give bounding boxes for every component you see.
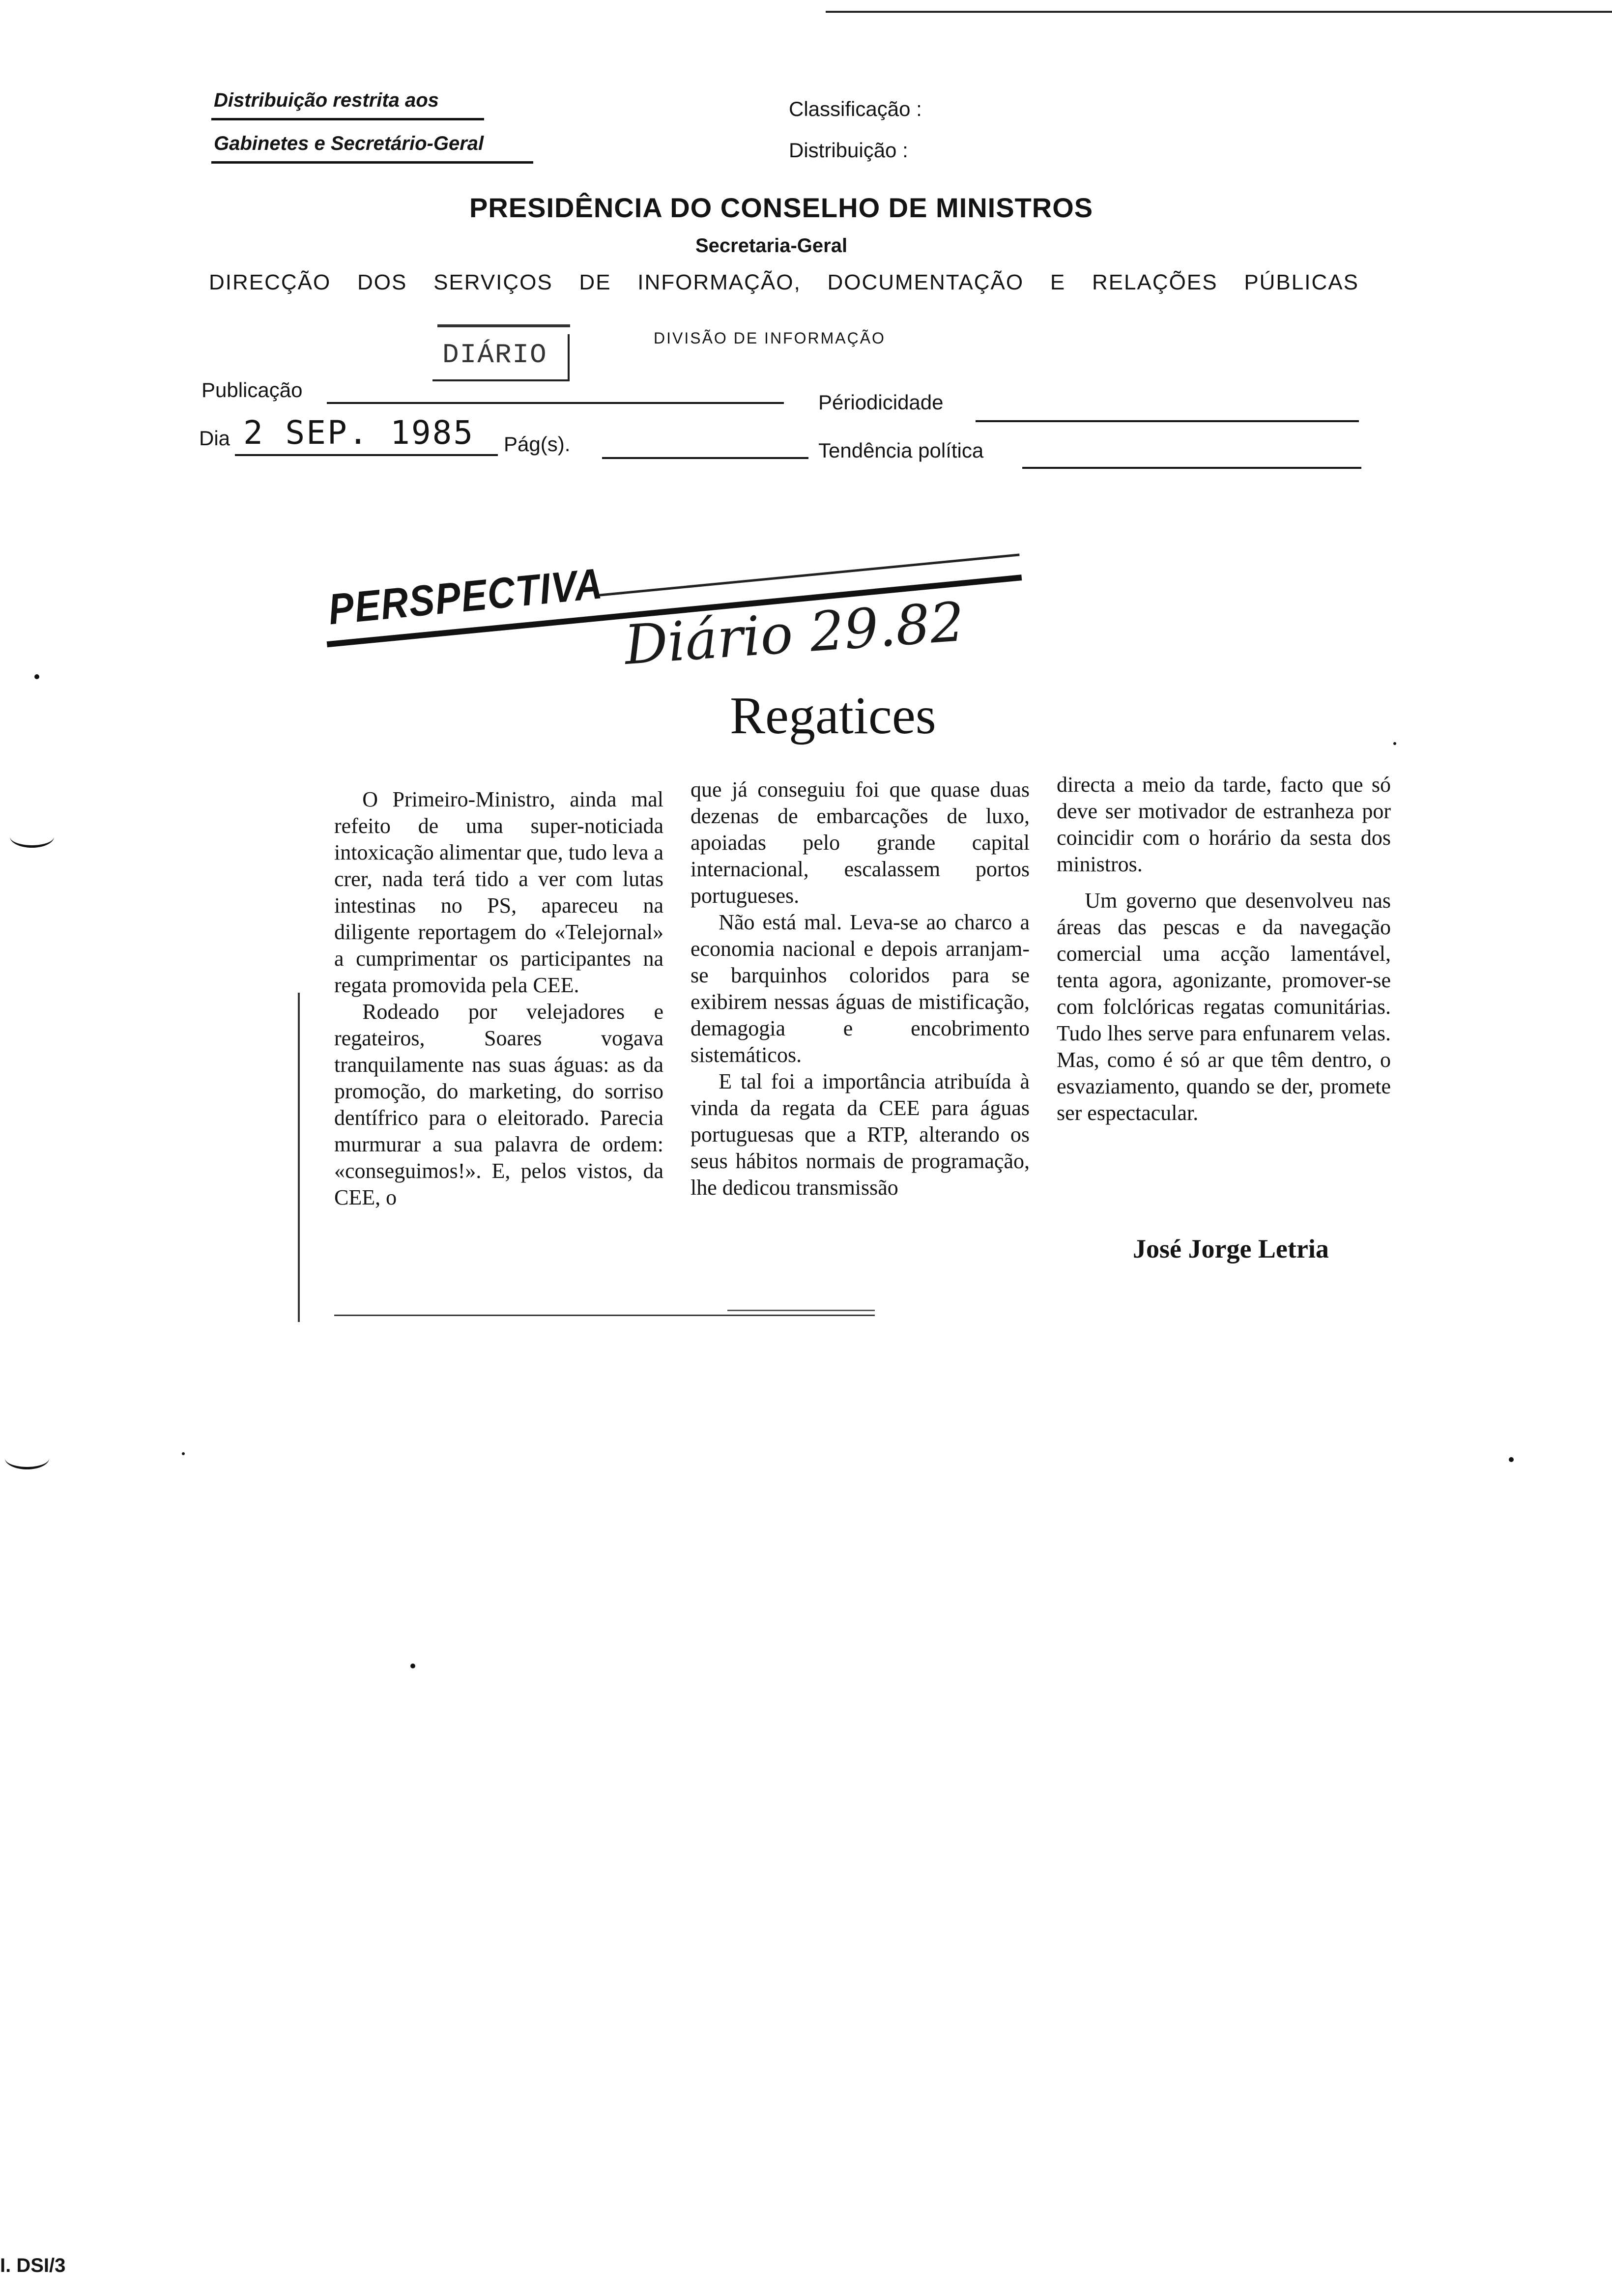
scan-speck — [182, 1452, 185, 1455]
paragraph: Não está mal. Leva-se ao charco a economia nacional e depois arranjam-se barquinhos coloridos para se exibirem nessas águas de mistificação, demagogia e encobrimento sistemáticos. — [691, 910, 1030, 1067]
pags-label: Pág(s). — [504, 432, 571, 456]
tendencia-field-line — [1022, 467, 1361, 469]
dia-label: Dia — [199, 427, 230, 450]
footer-code: I. DSI/3 — [0, 2255, 66, 2276]
clipping-bottom-rule-2 — [727, 1310, 875, 1311]
clipping-bottom-rule — [334, 1315, 875, 1316]
direccao-word: DIRECÇÃO — [209, 270, 331, 294]
handwritten-note: Diário 29.82 — [622, 590, 967, 677]
dia-field-line — [235, 454, 498, 456]
distribution-note-underline1 — [211, 118, 484, 120]
scan-speck — [1393, 742, 1396, 745]
stamp-text: DIÁRIO — [442, 339, 547, 371]
header-subtitle: Secretaria-Geral — [695, 235, 848, 257]
direccao-word: PÚBLICAS — [1244, 270, 1359, 294]
direccao-word: DOS — [357, 270, 407, 294]
top-edge-rule — [826, 11, 1612, 13]
clipping-left-rule — [298, 993, 300, 1322]
paragraph: O Primeiro-Ministro, ainda mal refeito de uma super-noticiada intoxicação alimentar que, tudo leva a crer, nada terá tido a ver com lutas intestinas no PS, apareceu na diligente reportagem do «Telejornal» a cumprimentar os participantes na regata promovida pela CEE. — [334, 787, 663, 997]
scan-speck — [410, 1664, 415, 1668]
periodicidade-label: Périodicidade — [818, 391, 944, 414]
pags-field-line — [602, 457, 808, 459]
section-thin-rule — [599, 553, 1020, 596]
paragraph: Rodeado por velejadores e regateiros, Soares vogava tranquilamente nas suas águas: as da promoção, do marketing, do sorriso dentífrico para o eleitorado. Parecia murmurar a sua palavra de ordem: «conseguimos!». E, pelos vistos, da CEE, o — [334, 1000, 663, 1209]
direccao-word: INFORMAÇÃO, — [637, 270, 801, 294]
classificacao-label: Classificação : — [789, 97, 922, 120]
publicacao-label: Publicação — [202, 378, 303, 402]
scan-speck — [34, 674, 39, 679]
hole-punch-mark — [10, 826, 54, 848]
header-title: PRESIDÊNCIA DO CONSELHO DE MINISTROS — [469, 192, 1094, 223]
article-title: Regatices — [730, 687, 936, 745]
direccao-word: SERVIÇOS — [433, 270, 553, 294]
section-label: PERSPECTIVA — [326, 559, 605, 634]
paragraph: Um governo que desenvolveu nas áreas das pescas e da navegação comercial uma acção lamentável, tenta agora, agonizante, promover-se com folclóricas regatas comunitárias. Tudo lhes serve para enfunarem velas. Mas, como é só ar que têm dentro, o esvaziamento, quando se der, promete ser espectacular. — [1057, 889, 1391, 1125]
hole-punch-mark — [5, 1447, 49, 1469]
paragraph: que já conseguiu foi que quase duas dezenas de embarcações de luxo, apoiadas pelo grande capital internacional, escalassem portos portugueses. — [691, 777, 1030, 908]
direccao-word: E — [1050, 270, 1066, 294]
paragraph: directa a meio da tarde, facto que só deve ser motivador de estranheza por coincidir com o horário da sesta dos ministros. — [1057, 773, 1391, 876]
distribuicao-label: Distribuição : — [789, 139, 908, 162]
article-column-3 — [1057, 772, 1391, 1126]
article-column-1 — [334, 786, 663, 1211]
direccao-word: DE — [579, 270, 611, 294]
stamp-top-bar — [437, 324, 570, 327]
periodicidade-field-line — [976, 420, 1359, 422]
paragraph: E tal foi a importância atribuída à vinda da regata da CEE para águas portuguesas que a RTP, alterando os seus hábitos normais de programação, lhe dedicou transmissão — [691, 1069, 1030, 1200]
distribution-note-line2: Gabinetes e Secretário-Geral — [214, 133, 484, 154]
scan-speck — [1509, 1457, 1514, 1462]
distribution-note-underline2 — [211, 161, 533, 164]
article-column-2 — [691, 776, 1030, 1201]
article-author: José Jorge Letria — [1133, 1234, 1329, 1263]
dia-value: 2 SEP. 1985 — [243, 414, 475, 452]
distribution-note-line1: Distribuição restrita aos — [214, 89, 439, 111]
divisao-label: DIVISÃO DE INFORMAÇÃO — [654, 329, 886, 347]
direccao-word: DOCUMENTAÇÃO — [827, 270, 1024, 294]
tendencia-label: Tendência política — [818, 439, 984, 462]
direccao-line — [209, 270, 1359, 295]
direccao-word: RELAÇÕES — [1092, 270, 1218, 294]
publicacao-field-line — [327, 402, 784, 404]
